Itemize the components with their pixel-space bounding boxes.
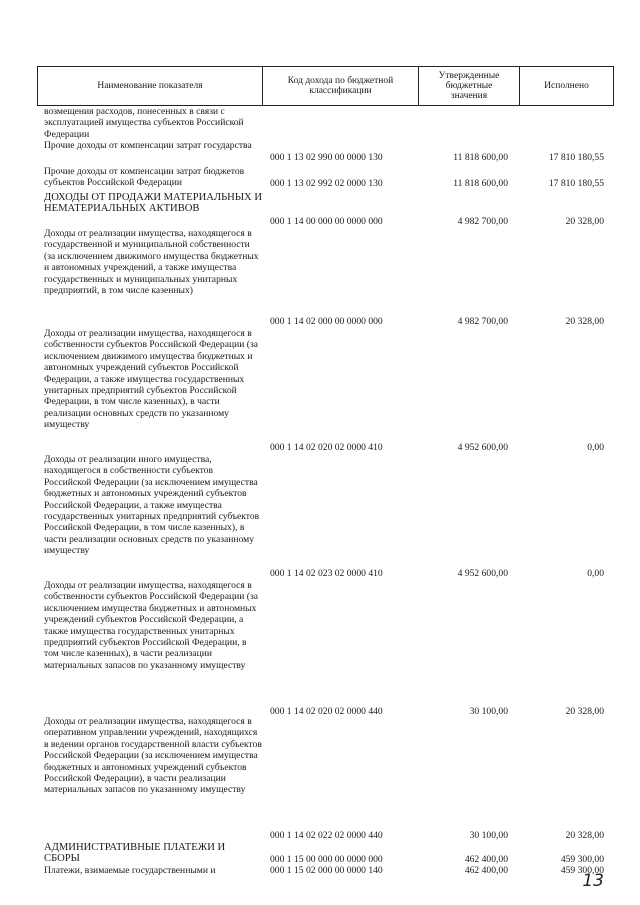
row-approved: 30 100,00 (469, 830, 508, 841)
row-name: Доходы от реализации имущества, находящегося в оперативном управлении учреждений, находящихся в ведении органов государственной власти субъектов Российской Федерации (за исключением имущества бюджетных и автономных учреждений субъектов Российской Федерации), в части реализации материальных запасов по указанному имуществу (44, 716, 262, 796)
row-name: Прочие доходы от компенсации затрат бюджетов субъектов Российской Федерации (44, 166, 245, 189)
row-name: Платежи, взимаемые государственными и (44, 865, 216, 876)
row-name: АДМИНИСТРАТИВНЫЕ ПЛАТЕЖИ И СБОРЫ (44, 842, 226, 865)
header-approved: Утвержденные бюджетные значения (438, 71, 500, 101)
row-approved: 11 818 600,00 (453, 152, 508, 163)
header-executed: Исполнено (544, 81, 589, 91)
row-name: Доходы от реализации иного имущества, находящегося в собственности субъектов Российской Федерации (за исключением имущества бюджетных и автономных учреждений субъектов Российской Федерации, а также имущества государственных унитарных предприятий субъектов Российской Федерации, в том числе казенных), в части реализации основных средств по указанному имуществу (44, 454, 260, 557)
row-code: 000 1 13 02 990 00 0000 130 (270, 152, 383, 163)
header-name: Наименование показателя (97, 81, 203, 91)
row-code: 000 1 14 02 022 02 0000 440 (270, 830, 383, 841)
row-code: 000 1 14 02 020 02 0000 410 (270, 442, 383, 453)
row-executed: 0,00 (587, 442, 604, 453)
row-name: возмещения расходов, понесенных в связи с эксплуатацией имущества субъектов Российской Федерации (44, 106, 244, 140)
row-executed: 20 328,00 (565, 316, 604, 327)
row-executed: 20 328,00 (565, 830, 604, 841)
row-name: Доходы от реализации имущества, находящегося в собственности субъектов Российской Федерации (за исключением имущества бюджетных и автономных учреждений субъектов Российской Федерации, а также имущества государственных унитарных предприятий субъектов Российской Федерации, в том числе казенных), в части реализации материальных запасов по указанному имуществу (44, 580, 259, 671)
row-code: 000 1 14 02 020 02 0000 440 (270, 706, 383, 717)
row-executed: 20 328,00 (565, 216, 604, 227)
row-approved: 462 400,00 (464, 854, 508, 865)
table-header (37, 66, 614, 106)
row-approved: 11 818 600,00 (453, 178, 508, 189)
row-code: 000 1 15 00 000 00 0000 000 (270, 854, 383, 865)
row-executed: 459 300,00 (560, 865, 604, 876)
row-name: ДОХОДЫ ОТ ПРОДАЖИ МАТЕРИАЛЬНЫХ И НЕМАТЕРИАЛЬНЫХ АКТИВОВ (44, 192, 263, 215)
row-name: Прочие доходы от компенсации затрат государства (44, 140, 252, 151)
row-approved: 30 100,00 (469, 706, 508, 717)
row-code: 000 1 13 02 992 02 0000 130 (270, 178, 383, 189)
row-approved: 4 952 600,00 (457, 442, 508, 453)
page-number: 13 (582, 871, 604, 891)
row-executed: 459 300,00 (560, 854, 604, 865)
row-approved: 4 952 600,00 (457, 568, 508, 579)
row-name: Доходы от реализации имущества, находящегося в государственной и муниципальной собственности (за исключением движимого имущества бюджетных и автономных учреждений, а также имущества государственных и муниципальных унитарных предприятий, в том числе казенных) (44, 228, 259, 297)
row-executed: 17 810 180,55 (548, 152, 604, 163)
row-approved: 4 982 700,00 (457, 316, 508, 327)
row-executed: 20 328,00 (565, 706, 604, 717)
row-code: 000 1 15 02 000 00 0000 140 (270, 865, 383, 876)
row-code: 000 1 14 00 000 00 0000 000 (270, 216, 383, 227)
row-name: Доходы от реализации имущества, находящегося в собственности субъектов Российской Федерации (за исключением движимого имущества бюджетных и автономных учреждений субъектов Российской Федерации, а также имущества государственных унитарных предприятий субъектов Российской Федерации, в том числе казенных), в части реализации основных средств по указанному имуществу (44, 328, 259, 431)
row-executed: 17 810 180,55 (548, 178, 604, 189)
header-code: Код дохода по бюджетной классификации (287, 76, 394, 96)
row-code: 000 1 14 02 000 00 0000 000 (270, 316, 383, 327)
row-executed: 0,00 (587, 568, 604, 579)
row-approved: 462 400,00 (464, 865, 508, 876)
row-approved: 4 982 700,00 (457, 216, 508, 227)
row-code: 000 1 14 02 023 02 0000 410 (270, 568, 383, 579)
